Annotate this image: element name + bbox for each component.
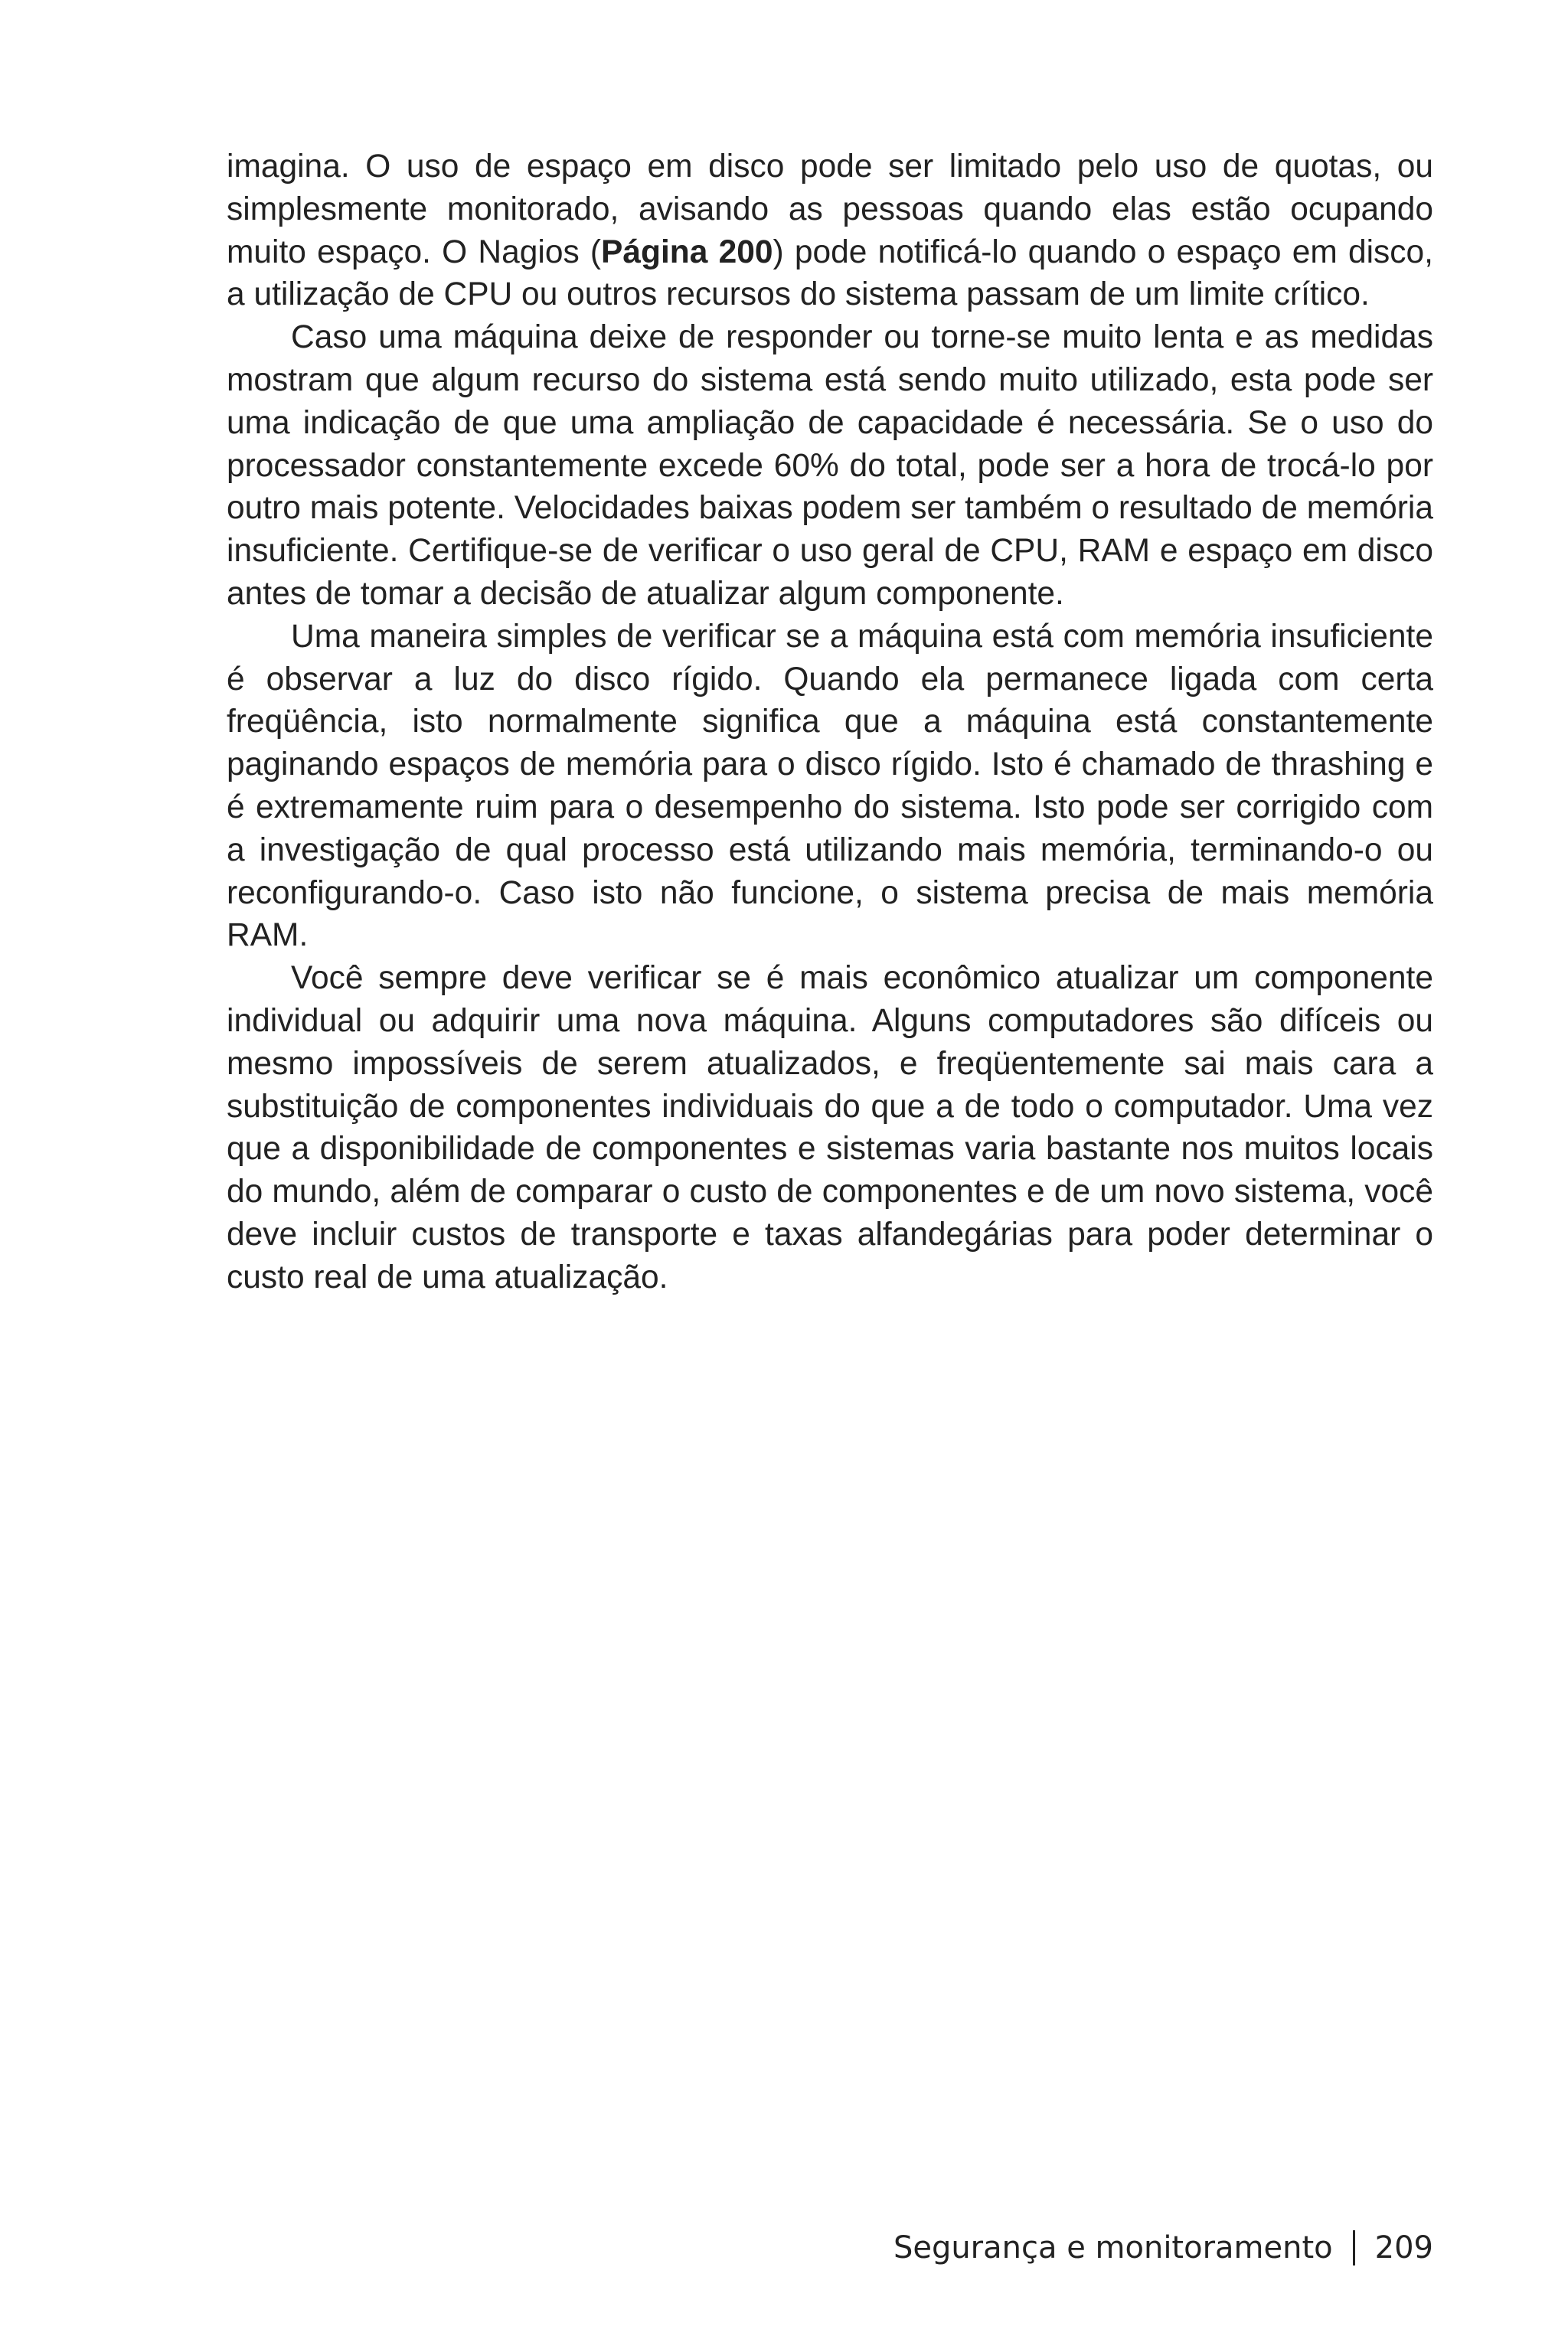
paragraph-1-text-end: ) pode notificá-lo quando o espaço em disco, a utilização de CPU ou outros recursos do sistema passam de um limite crítico.	[227, 234, 1433, 313]
paragraph-2: Caso uma máquina deixe de responder ou torne-se muito lenta e as medidas mostram que algum recurso do sistema está sendo muito utilizado, esta pode ser uma indicação de que uma ampliação de capacidade é necessária. Se o uso do processador constantemente excede 60% do total, pode ser a hora de trocá-lo por outro mais potente. Velocidades baixas podem ser também o resultado de memória insuficiente. Certifique-se de verificar o uso geral de CPU, RAM e espaço em disco antes de tomar a decisão de atualizar algum componente.	[227, 319, 1433, 612]
paragraph-4: Você sempre deve verificar se é mais econômico atualizar um componente individual ou adquirir uma nova máquina. Alguns computadores são difíceis ou mesmo impossíveis de serem atualizados, e freqüentemente sai mais cara a substituição de componentes individuais do que a de todo o computador. Uma vez que a disponibilidade de componentes e sistemas varia bastante nos muitos locais do mundo, além de comparar o custo de componentes e de um novo sistema, você deve incluir custos de transporte e taxas alfandegárias para poder determinar o custo real de uma atualização.	[227, 960, 1433, 1295]
page-reference: Página 200	[601, 234, 773, 270]
page-footer	[893, 2226, 1433, 2269]
footer-separator	[1353, 2230, 1355, 2265]
paragraph-3: Uma maneira simples de verificar se a máquina está com memória insuficiente é observar a luz do disco rígido. Quando ela permanece ligada com certa freqüência, isto normalmente significa que a máquina está constantemente paginando espaços de memória para o disco rígido. Isto é chamado de thrashing e é extremamente ruim para o desempenho do sistema. Isto pode ser corrigido com a investigação de qual processo está utilizando mais memória, terminando-o ou reconfigurando-o. Caso isto não funcione, o sistema precisa de mais memória RAM.	[227, 618, 1433, 954]
footer-section-title: Segurança e monitoramento	[893, 2230, 1333, 2265]
footer-page-number: 209	[1374, 2230, 1433, 2265]
paragraph-1-text-start: imagina. O uso de espaço em disco pode ser limitado pelo uso de quotas, ou simplesmente monitorado, avisando as pessoas quando elas estão ocupando muito espaço. O Nagios (	[227, 149, 1433, 270]
paragraph-1	[227, 145, 1433, 316]
body-text	[227, 145, 1433, 1299]
